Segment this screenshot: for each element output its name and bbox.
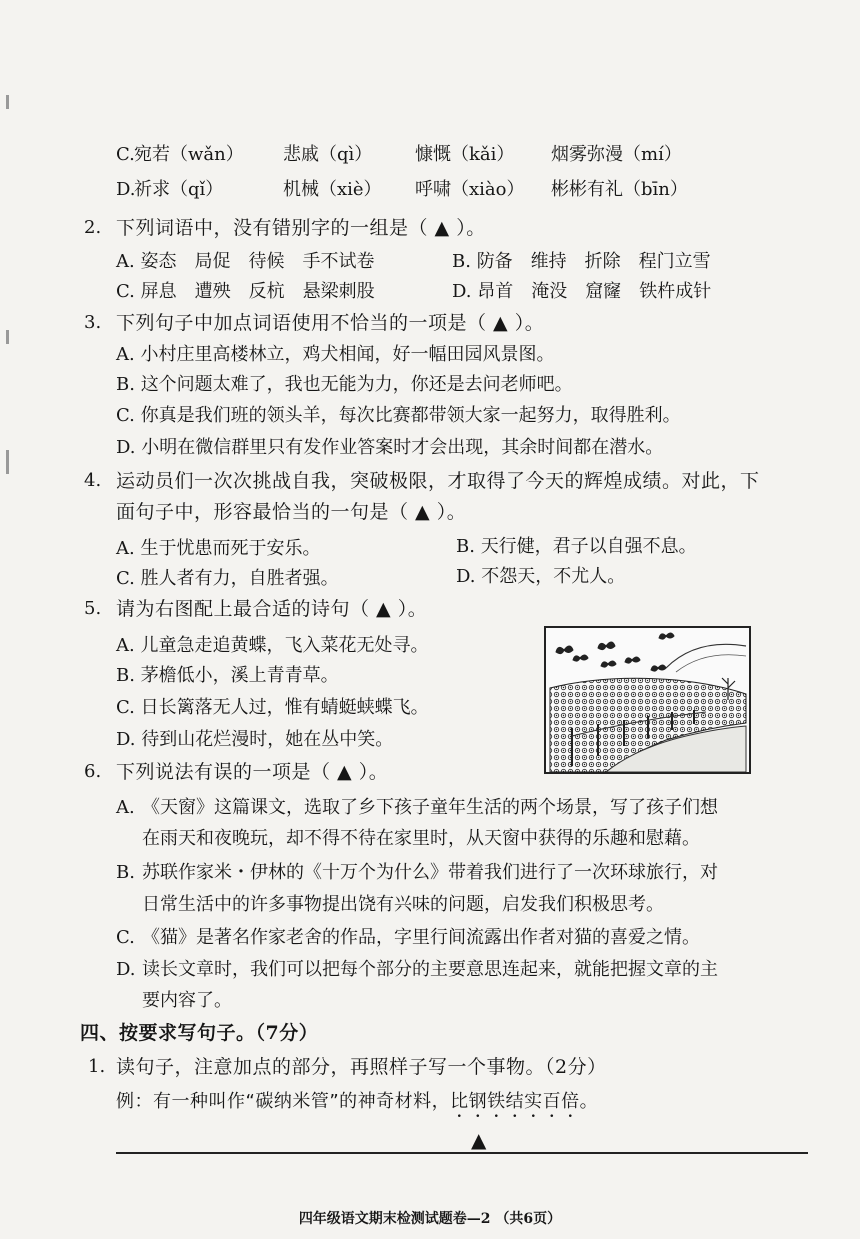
option-text: 防备 维持 折除 程门立雪 [476, 251, 711, 272]
q5-option-b [116, 664, 339, 688]
butterfly-field-drawing [546, 628, 749, 772]
option-text: 茅檐低小，溪上青青草。 [140, 665, 339, 686]
q1-option-c-item: 宛若（wǎn） [134, 144, 244, 165]
q5-option-c [116, 696, 429, 720]
q4-option-d [456, 565, 625, 589]
q1-option-d-item: 机械（xiè） [283, 179, 382, 200]
q3-option-b [116, 373, 573, 397]
q3-stem: 下列句子中加点词语使用不恰当的一项是（ ▲ ）。 [116, 312, 545, 334]
option-text: 不怨天，不尤人。 [481, 566, 626, 587]
option-text: 小明在微信群里只有发作业答案时才会出现，其余时间都在潜水。 [141, 437, 664, 458]
q3-option-c [116, 404, 681, 428]
option-label: D. [452, 281, 472, 302]
example-sentence [116, 1090, 598, 1122]
option-text: 天行健，君子以自强不息。 [480, 536, 697, 557]
option-label: D. [456, 566, 476, 587]
q4-stem-line1: 运动员们一次次挑战自我，突破极限，才取得了今天的辉煌成绩。对此，下 [116, 470, 760, 492]
q2-stem: 下列词语中，没有错别字的一组是（ ▲ ）。 [116, 217, 486, 239]
example-end: 。 [579, 1091, 599, 1112]
page-footer: 四年级语文期末检测试题卷—2 （共6页） [298, 1211, 562, 1227]
option-text: 姿态 局促 待候 手不试卷 [140, 251, 375, 272]
q3-option-d [116, 436, 663, 460]
option-label: D. [116, 729, 136, 750]
option-label: B. [456, 536, 475, 557]
q3-number: 3. [84, 312, 102, 333]
q6-option-b-line1: 苏联作家米・伊林的《十万个为什么》带着我们进行了一次环球旅行，对 [142, 862, 718, 883]
q4-option-a [116, 537, 320, 561]
q6-option-b-label: B. [116, 862, 135, 883]
q4-option-c [116, 567, 339, 591]
option-text: 日长篱落无人过，惟有蜻蜓蛱蝶飞。 [140, 697, 429, 718]
q1-option-d-item: 彬彬有礼（bīn） [551, 179, 688, 200]
option-label: A. [116, 344, 135, 365]
q1-option-c-item: 烟雾弥漫（mí） [551, 144, 682, 165]
q6-option-a-line2: 在雨天和夜晚玩，却不得不待在家里时，从天窗中获得的乐趣和慰藉。 [142, 828, 700, 849]
q5-option-d [116, 728, 393, 752]
q2-number: 2. [84, 217, 102, 238]
option-label: D. [116, 437, 136, 458]
option-text: 胜人者有力，自胜者强。 [140, 568, 339, 589]
q4-option-b [456, 535, 697, 559]
example-dotted-phrase: 比钢铁结实百倍 [450, 1091, 580, 1112]
option-text: 你真是我们班的领头羊，每次比赛都带领大家一起努力，取得胜利。 [140, 405, 681, 426]
q6-option-c-label: C. [116, 927, 135, 948]
s4-q1-number: 1. [88, 1056, 106, 1077]
option-label: C. [116, 405, 135, 426]
option-text: 待到山花烂漫时，她在丛中笑。 [141, 729, 394, 750]
binding-mark [6, 95, 9, 109]
q4-number: 4. [84, 470, 102, 491]
example-prefix: 例：有一种叫作“碳纳米管”的神奇材料， [116, 1091, 451, 1112]
q1-option-c-item: 悲戚（qì） [283, 144, 373, 165]
q2-option-c [116, 280, 375, 304]
option-text: 小村庄里高楼林立，鸡犬相闻，好一幅田园风景图。 [140, 344, 555, 365]
q6-number: 6. [84, 761, 102, 782]
option-text: 屏息 遭殃 反杭 悬梁刺股 [140, 281, 375, 302]
answer-line [116, 1152, 808, 1154]
binding-mark [6, 330, 9, 344]
q6-stem: 下列说法有误的一项是（ ▲ ）。 [116, 761, 389, 783]
option-label: C. [116, 568, 135, 589]
q6-option-d-label: D. [116, 959, 136, 980]
s4-q1-stem: 读句子，注意加点的部分，再照样子写一个事物。（2分） [116, 1056, 607, 1078]
option-label: C. [116, 281, 135, 302]
q6-option-d-line1: 读长文章时，我们可以把每个部分的主要意思连起来，就能把握文章的主 [142, 959, 718, 980]
butterfly-field-illustration [544, 626, 751, 774]
q1-option-c-item: 慷慨（kǎi） [415, 144, 515, 165]
q5-option-a [116, 634, 428, 658]
answer-marker-triangle: ▲ [471, 1128, 487, 1152]
option-label: A. [116, 251, 135, 272]
option-label: B. [452, 251, 471, 272]
q2-option-b [452, 250, 711, 274]
option-label: A. [116, 635, 135, 656]
option-label: C. [116, 697, 135, 718]
q2-option-d [452, 280, 711, 304]
q1-option-c-label: C. [116, 144, 135, 165]
q1-option-d-item: 呼啸（xiào） [415, 179, 525, 200]
option-label: B. [116, 665, 135, 686]
option-label: A. [116, 538, 135, 559]
q2-option-a [116, 250, 374, 274]
q6-option-d-line2: 要内容了。 [142, 990, 232, 1011]
q6-option-c-line1: 《猫》是著名作家老舍的作品，字里行间流露出作者对猫的喜爱之情。 [142, 927, 700, 948]
q4-stem-line2: 面句子中，形容最恰当的一句是（ ▲ ）。 [116, 501, 467, 523]
q6-option-a-line1: 《天窗》这篇课文，选取了乡下孩子童年生活的两个场景，写了孩子们想 [142, 797, 718, 818]
option-text: 生于忧患而死于安乐。 [140, 538, 321, 559]
q6-option-b-line2: 日常生活中的许多事物提出饶有兴味的问题，启发我们积极思考。 [142, 894, 664, 915]
option-text: 这个问题太难了，我也无能为力，你还是去问老师吧。 [140, 374, 573, 395]
binding-mark [6, 450, 9, 474]
option-text: 儿童急走追黄蝶，飞入菜花无处寻。 [140, 635, 429, 656]
option-label: B. [116, 374, 135, 395]
section-4-title: 四、按要求写句子。（7分） [80, 1022, 319, 1044]
q3-option-a [116, 343, 554, 367]
q5-stem: 请为右图配上最合适的诗句（ ▲ ）。 [116, 598, 428, 620]
q1-option-d-item: 祈求（qǐ） [134, 179, 224, 200]
q6-option-a-label: A. [116, 797, 135, 818]
option-text: 昂首 淹没 窟窿 铁杵成针 [477, 281, 712, 302]
q5-number: 5. [84, 598, 102, 619]
q1-option-d-label: D. [116, 179, 136, 200]
